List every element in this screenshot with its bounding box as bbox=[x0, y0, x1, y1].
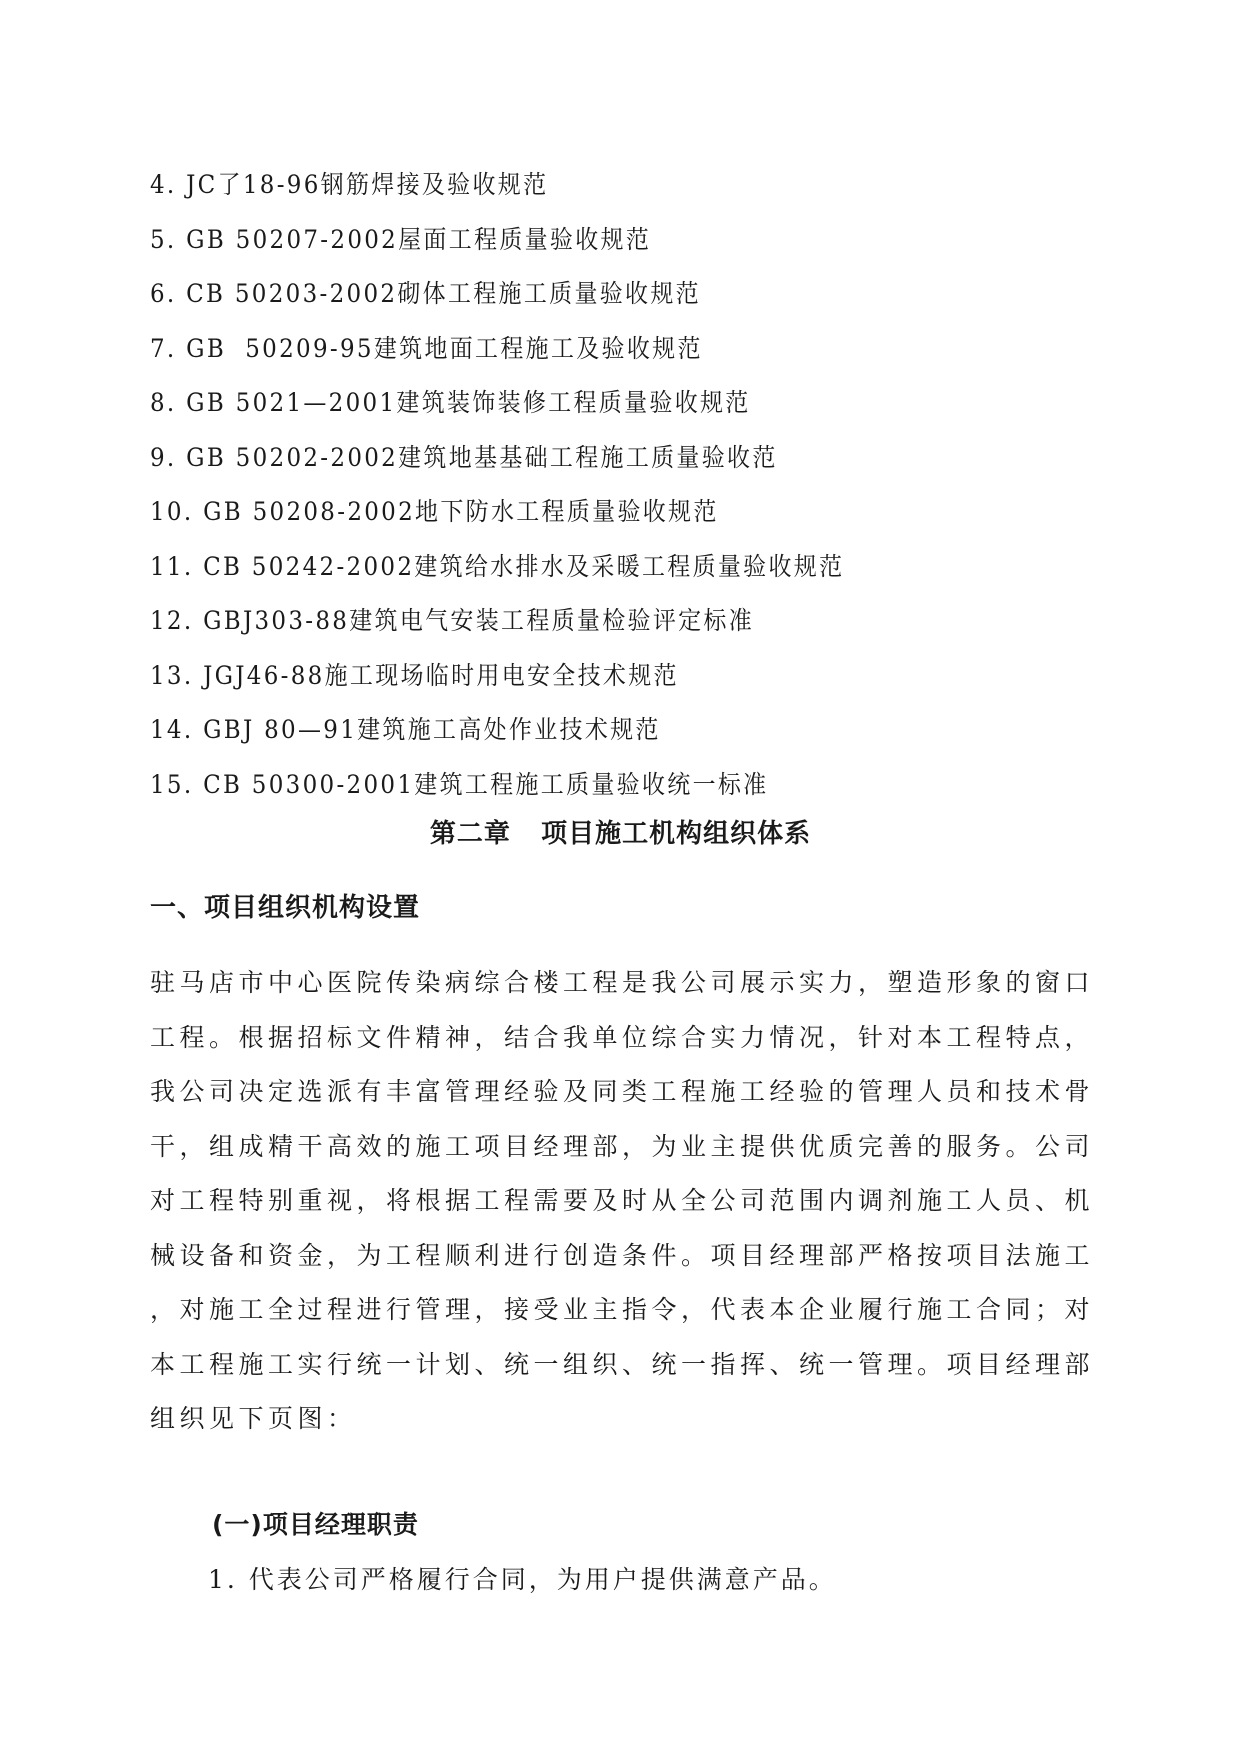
standard-item: 11. CB 50242-2002建筑给水排水及采暖工程质量验收规范 bbox=[150, 551, 845, 581]
paragraph-line: 工程。根据招标文件精神，结合我单位综合实力情况，针对本工程特点， bbox=[150, 1022, 1095, 1052]
standard-item: 6. CB 50203-2002砌体工程施工质量验收规范 bbox=[150, 279, 701, 308]
paragraph-line: 驻马店市中心医院传染病综合楼工程是我公司展示实力，塑造形象的窗口 bbox=[150, 968, 1095, 997]
standard-item: 9. GB 50202-2002建筑地基基础工程施工质量验收范 bbox=[150, 442, 778, 472]
duty-item: 1. 代表公司严格履行合同，为用户提供满意产品。 bbox=[208, 1565, 837, 1594]
standard-item: 15. CB 50300-2001建筑工程施工质量验收统一标准 bbox=[150, 769, 769, 799]
chapter-title: 第二章 项目施工机构组织体系 bbox=[429, 819, 812, 849]
standard-item: 5. GB 50207-2002屋面工程质量验收规范 bbox=[150, 224, 652, 254]
paragraph-line: ，对施工全过程进行管理，接受业主指令，代表本企业履行施工合同；对 bbox=[150, 1295, 1095, 1324]
standards-list bbox=[150, 158, 905, 812]
standard-item: 8. GB 5021—2001建筑装饰装修工程质量验收规范 bbox=[150, 388, 751, 417]
section-title: 一、项目组织机构设置 bbox=[150, 893, 421, 923]
standard-item: 4. JC了18-96钢筋焊接及验收规范 bbox=[150, 170, 549, 199]
standard-item: 7. GB 50209-95建筑地面工程施工及验收规范 bbox=[150, 333, 703, 363]
paragraph-line: 对工程特别重视，将根据工程需要及时从全公司范围内调剂施工人员、机 bbox=[150, 1186, 1095, 1215]
standard-item: 13. JGJ46-88施工现场临时用电安全技术规范 bbox=[150, 660, 679, 690]
standard-item: 12. GBJ303-88建筑电气安装工程质量检验评定标准 bbox=[150, 606, 755, 635]
subsection-title: (一)项目经理职责 bbox=[212, 1510, 419, 1539]
paragraph-line: 械设备和资金，为工程顺利进行创造条件。项目经理部严格按项目法施工 bbox=[150, 1240, 1095, 1270]
paragraph-line: 干，组成精干高效的施工项目经理部，为业主提供优质完善的服务。公司 bbox=[150, 1131, 1095, 1161]
standard-item: 14. GBJ 80—91建筑施工高处作业技术规范 bbox=[150, 715, 661, 744]
paragraph-line: 本工程施工实行统一计划、统一组织、统一指挥、统一管理。项目经理部 bbox=[150, 1349, 1095, 1379]
paragraph-line: 我公司决定选派有丰富管理经验及同类工程施工经验的管理人员和技术骨 bbox=[150, 1077, 1095, 1106]
paragraph-line: 组织见下页图： bbox=[150, 1404, 357, 1433]
standard-item: 10. GB 50208-2002地下防水工程质量验收规范 bbox=[150, 497, 719, 526]
organization-paragraph bbox=[150, 956, 1095, 1447]
